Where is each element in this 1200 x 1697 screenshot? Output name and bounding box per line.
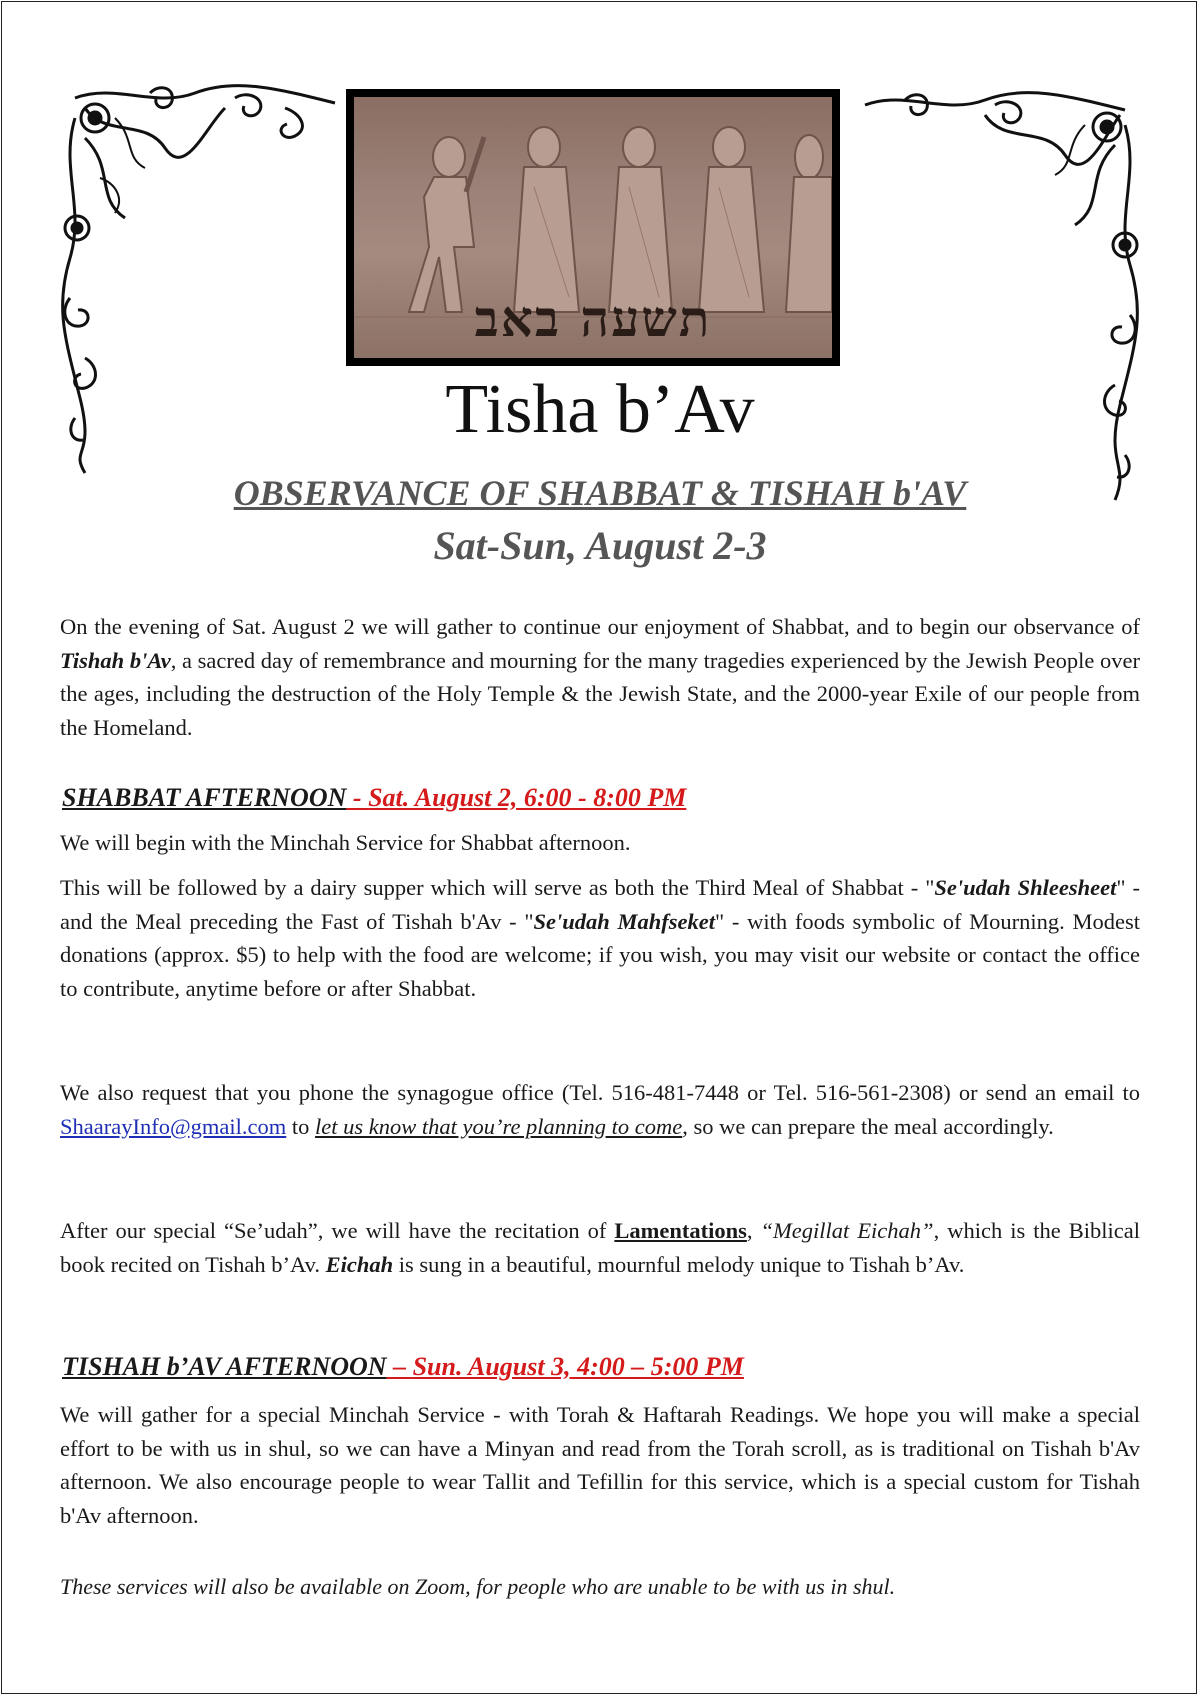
shabbat-p4-text-b: , <box>746 1218 761 1243</box>
seudah-shleesheet: Se'udah Shleesheet <box>934 875 1117 900</box>
zoom-footnote: These services will also be available on Zoom, for people who are unable to be with us in shul. <box>60 1574 896 1599</box>
shabbat-p3-text-c: , so we can prepare the meal accordingly. <box>682 1113 1054 1139</box>
tishah-heading-date: Sun. August 3, 4:00 – 5:00 PM <box>412 1352 744 1381</box>
shabbat-p4-text-d: is sung in a beautiful, mournful melody unique to Tishah b’Av. <box>393 1251 965 1277</box>
tishah-heading <box>62 1352 744 1382</box>
shabbat-heading-label: SHABBAT AFTERNOON <box>62 783 347 812</box>
relief-image <box>354 97 832 358</box>
shabbat-heading-date: Sat. August 2, 6:00 - 8:00 PM <box>368 783 687 812</box>
shabbat-paragraph-4 <box>60 1214 1140 1281</box>
banner-image-frame <box>346 89 840 366</box>
intro-paragraph <box>60 610 1140 744</box>
shabbat-paragraph-1: We will begin with the Minchah Service for Shabbat afternoon. <box>60 830 631 855</box>
intro-emphasis: Tishah b'Av <box>60 647 171 673</box>
page-title: Tisha b’Av <box>445 371 755 448</box>
shabbat-p4-text-a: After our special “Se’udah”, we will have the recitation of <box>60 1218 615 1243</box>
subtitle-dates: Sat-Sun, August 2-3 <box>433 523 767 568</box>
subtitle-observance: OBSERVANCE OF SHABBAT & TISHAH b'AV <box>233 473 967 513</box>
shabbat-heading <box>62 783 686 813</box>
shabbat-p3-text-b: to <box>286 1113 316 1139</box>
hebrew-caption: תשעה באב <box>474 289 712 348</box>
shabbat-p2-text-b: " - and the Meal preceding the Fast of Tishah b'Av - " <box>60 875 1140 934</box>
lamentations: Lamentations <box>614 1218 747 1243</box>
shabbat-p4-text-c: , which is the Biblical book recited on Tishah b’Av. <box>60 1218 1140 1277</box>
megillat-eichah: “Megillat Eichah” <box>760 1218 934 1243</box>
shabbat-heading-sep: - <box>346 783 369 812</box>
shabbat-paragraph-2 <box>60 871 1140 1005</box>
tishah-paragraph: We will gather for a special Minchah Service - with Torah & Haftarah Readings. We hope you will make a special effort to be with us in shul, so we can have a Minyan and read from the Torah scroll, as is traditional on Tishah b'Av afternoon. We also encourage people to wear Tallit and Tefillin for this service, which is a special custom for Tishah b'Av afternoon. <box>60 1402 1140 1528</box>
shabbat-p2-text-a: This will be followed by a dairy supper which will serve as both the Third Meal of Shabbat - " <box>60 875 935 900</box>
email-link[interactable]: ShaarayInfo@gmail.com <box>60 1113 287 1139</box>
tishah-heading-label: TISHAH b’AV AFTERNOON <box>62 1352 387 1381</box>
seudah-mahfseket: Se'udah Mahfseket <box>533 908 716 934</box>
tishah-heading-sep: – <box>386 1352 413 1381</box>
intro-text-2: , a sacred day of remembrance and mourning for the many tragedies experienced by the Jewish People over the ages, including the destruction of the Holy Temple & the Jewish State, and the 2000-year Exile of our people from the Homeland. <box>60 647 1140 740</box>
rsvp-emphasis: let us know that you’re planning to come <box>315 1113 683 1139</box>
eichah: Eichah <box>325 1251 394 1277</box>
shabbat-p2-text-c: " - with foods symbolic of Mourning. Modest donations (approx. $5) to help with the food are welcome; if you wish, you may visit our website or contact the office to contribute, anytime before or after Shabbat. <box>60 908 1141 1001</box>
shabbat-p3-text-a: We also request that you phone the synagogue office (Tel. 516-481-7448 or Tel. 516-561-2308) or send an email to <box>60 1080 1140 1105</box>
intro-text-1: On the evening of Sat. August 2 we will gather to continue our enjoyment of Shabbat, and to begin our observance of <box>60 614 1140 639</box>
shabbat-paragraph-3 <box>60 1076 1140 1143</box>
